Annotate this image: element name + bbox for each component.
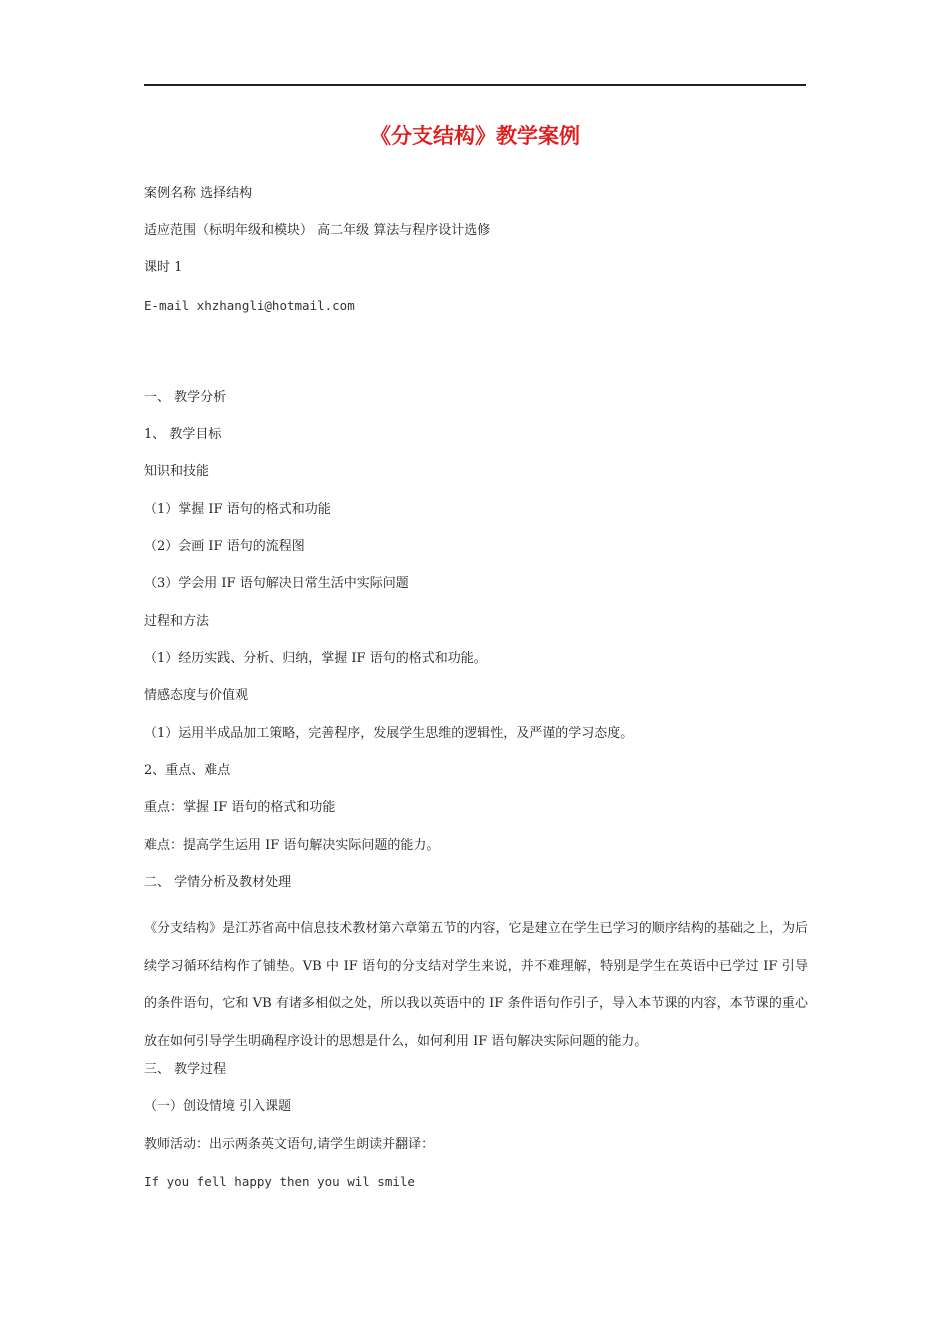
english-sentence: If you fell happy then you wil smile [144,1174,415,1189]
process-heading: 过程和方法 [144,614,210,629]
section-3-1-heading: （一）创设情境 引入课题 [144,1099,292,1114]
section-1-heading: 一、 教学分析 [144,390,227,405]
knowledge-item-1: （1）掌握 IF 语句的格式和功能 [144,502,331,517]
document-title: 《分支结构》教学案例 [370,124,580,148]
knowledge-heading: 知识和技能 [144,464,210,479]
section-1-2-heading: 2、重点、难点 [144,763,231,778]
difficult-point: 难点：提高学生运用 IF 语句解决实际问题的能力。 [144,838,440,853]
knowledge-item-2: （2）会画 IF 语句的流程图 [144,539,305,554]
scope: 适应范围（标明年级和模块） 高二年级 算法与程序设计选修 [144,223,491,238]
knowledge-item-3: （3）学会用 IF 语句解决日常生活中实际问题 [144,576,409,591]
section-2-paragraph: 《分支结构》是江苏省高中信息技术教材第六章第五节的内容，它是建立在学生已学习的顺序结构的基础之上，为后续学习循环结构作了铺垫。VB 中 IF 语句的分支结对学生来说，并不难理解，特别是学生在英语中已学过 IF 引导的条件语句，它和 VB 有诸多相似之处，所以我以英语中的 IF 条件语句作引子，导入本节课的内容，本节课的重心放在如何引导学生明确程序设计的思想是什么，如何利用 IF 语句解决实际问题的能力。 [144,921,808,1049]
header-rule [144,84,806,86]
section-2-heading: 二、 学情分析及教材处理 [144,875,292,890]
section-3-heading: 三、 教学过程 [144,1062,227,1077]
lesson-count: 课时 1 [144,260,183,275]
section-1-1-heading: 1、 教学目标 [144,427,222,442]
case-name: 案例名称 选择结构 [144,186,253,201]
emotion-heading: 情感态度与价值观 [144,688,249,703]
teacher-activity: 教师活动：出示两条英文语句,请学生朗读并翻译： [144,1137,435,1152]
email: E-mail xhzhangli@hotmail.com [144,298,355,313]
process-item: （1）经历实践、分析、归纳，掌握 IF 语句的格式和功能。 [144,651,487,666]
emotion-item: （1）运用半成品加工策略，完善程序，发展学生思维的逻辑性，及严谨的学习态度。 [144,726,634,741]
key-point: 重点：掌握 IF 语句的格式和功能 [144,800,336,815]
